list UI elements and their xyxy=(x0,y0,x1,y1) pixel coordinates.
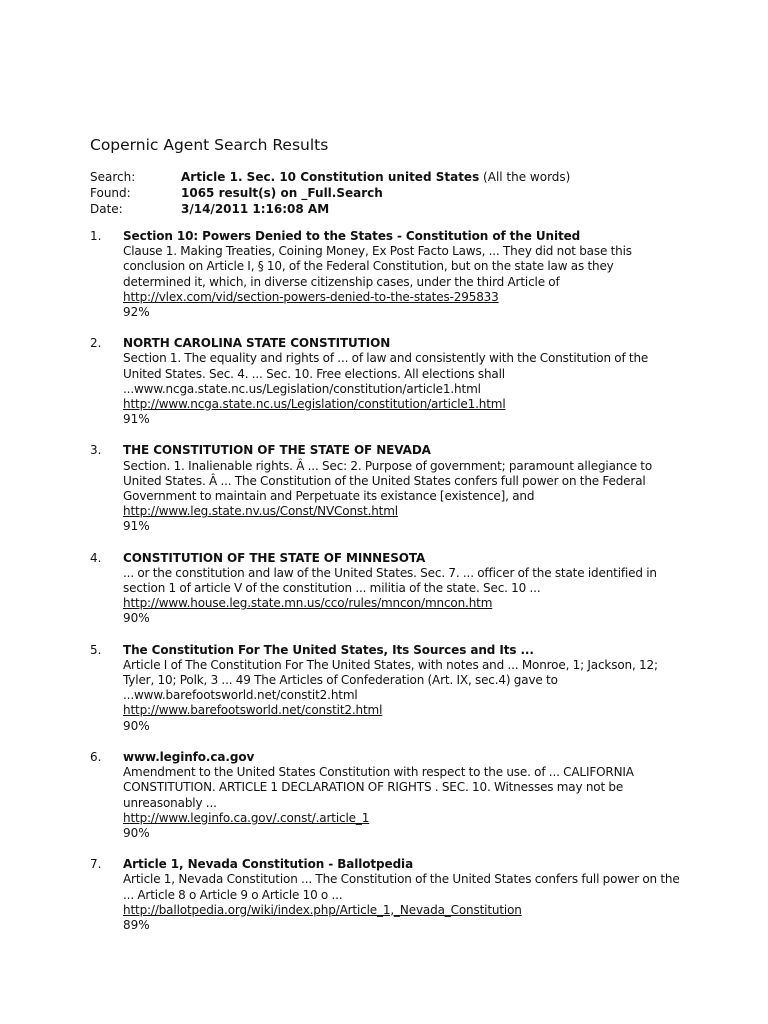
result-snippet: Section. 1. Inalienable rights. Â ... Sec: 2. Purpose of government; paramount allegiance to United States. Â ... The Constitution of the United States confers full power on the Federal Government to maintain and Perpetuate its existance [existence], and xyxy=(123,458,653,504)
result-body xyxy=(123,336,683,427)
result-number: 2. xyxy=(90,336,102,351)
result-number: 3. xyxy=(90,443,102,458)
result-item xyxy=(90,336,690,427)
page-title: Copernic Agent Search Results xyxy=(90,136,329,154)
result-item xyxy=(90,443,690,534)
result-number: 6. xyxy=(90,749,102,764)
result-title: The Constitution For The United States, Its Sources and Its ... xyxy=(123,642,534,657)
result-number: 1. xyxy=(90,229,102,243)
result-link[interactable]: http://www.house.leg.state.mn.us/cco/rules/mncon/mncon.htm xyxy=(123,596,493,611)
search-value xyxy=(181,169,570,185)
result-link[interactable]: http://www.ncga.state.nc.us/Legislation/constitution/article1.html xyxy=(123,397,506,412)
result-number: 4. xyxy=(90,550,102,565)
result-body xyxy=(123,643,683,734)
date-row xyxy=(90,201,690,217)
result-item xyxy=(90,229,690,320)
search-row xyxy=(90,169,690,185)
result-score: 91% xyxy=(123,519,150,534)
result-number: 7. xyxy=(90,857,102,872)
result-snippet: Clause 1. Making Treaties, Coining Money, Ex Post Facto Laws, ... They did not base this conclusion on Article I, § 10, of the Federal Constitution, but on the state law as they determined it, which, in diverse citizenship cases, under the third Article of xyxy=(123,244,632,289)
date-label: Date: xyxy=(90,202,123,216)
result-body xyxy=(123,857,683,933)
results-list xyxy=(90,229,690,949)
result-score: 90% xyxy=(123,825,150,840)
result-snippet: Article I of The Constitution For The United States, with notes and ... Monroe, 1; Jackson, 12; Tyler, 10; Polk, 3 ... 49 The Articles of Confederation (Art. IX, sec.4) gave to ...www.barefootsworld.net/constit2.html xyxy=(123,657,658,703)
result-link[interactable]: http://www.leginfo.ca.gov/.const/.article_1 xyxy=(123,810,370,825)
result-title: Article 1, Nevada Constitution - Ballotpedia xyxy=(123,857,414,872)
result-body xyxy=(123,229,683,320)
result-snippet: Section 1. The equality and rights of ... of law and consistently with the Constitution of the United States. Sec. 4. ... Sec. 10. Free elections. All elections shall ...www.ncga.state.nc.us/Legislation/constitution/article1.html xyxy=(123,351,649,396)
result-link[interactable]: http://www.barefootsworld.net/constit2.html xyxy=(123,703,383,718)
result-score: 89% xyxy=(123,917,150,932)
found-label: Found: xyxy=(90,186,131,200)
result-title: CONSTITUTION OF THE STATE OF MINNESOTA xyxy=(123,550,426,565)
result-title: THE CONSTITUTION OF THE STATE OF NEVADA xyxy=(123,443,431,458)
result-body xyxy=(123,443,683,534)
search-mode: (All the words) xyxy=(483,170,571,184)
result-number: 5. xyxy=(90,642,102,657)
found-row xyxy=(90,185,690,201)
result-snippet: ... or the constitution and law of the United States. Sec. 7. ... officer of the state identified in section 1 of article V of the constitution ... militia of the state. Sec. 10 ... xyxy=(123,565,657,596)
search-summary xyxy=(90,169,690,217)
search-label: Search: xyxy=(90,170,136,184)
result-link[interactable]: http://ballotpedia.org/wiki/index.php/Article_1,_Nevada_Constitution xyxy=(123,902,522,917)
result-item xyxy=(90,750,690,841)
result-item xyxy=(90,643,690,734)
result-item xyxy=(90,857,690,933)
result-link[interactable]: http://www.leg.state.nv.us/Const/NVConst.html xyxy=(123,504,398,519)
result-score: 90% xyxy=(123,718,150,733)
result-title: www.leginfo.ca.gov xyxy=(123,749,255,764)
search-query: Article 1. Sec. 10 Constitution united States xyxy=(181,170,480,184)
result-snippet: Amendment to the United States Constitution with respect to the use. of ... CALIFORNIA CONSTITUTION. ARTICLE 1 DECLARATION OF RIGHTS . SEC. 10. Witnesses may not be unreasonably ... xyxy=(123,765,634,810)
result-body xyxy=(123,750,683,841)
found-value: 1065 result(s) on _Full.Search xyxy=(181,186,383,200)
result-snippet: Article 1, Nevada Constitution ... The Constitution of the United States confers full power on the ... Article 8 o Article 9 o Article 10 o ... xyxy=(123,872,680,902)
result-score: 92% xyxy=(123,305,150,320)
result-score: 91% xyxy=(123,412,150,427)
result-title: NORTH CAROLINA STATE CONSTITUTION xyxy=(123,336,391,351)
result-body xyxy=(123,551,683,627)
date-value: 3/14/2011 1:16:08 AM xyxy=(181,202,330,216)
result-score: 90% xyxy=(123,611,150,626)
result-link[interactable]: http://vlex.com/vid/section-powers-denied-to-the-states-295833 xyxy=(123,289,499,304)
result-title: Section 10: Powers Denied to the States - Constitution of the United xyxy=(123,229,581,243)
result-item xyxy=(90,551,690,627)
